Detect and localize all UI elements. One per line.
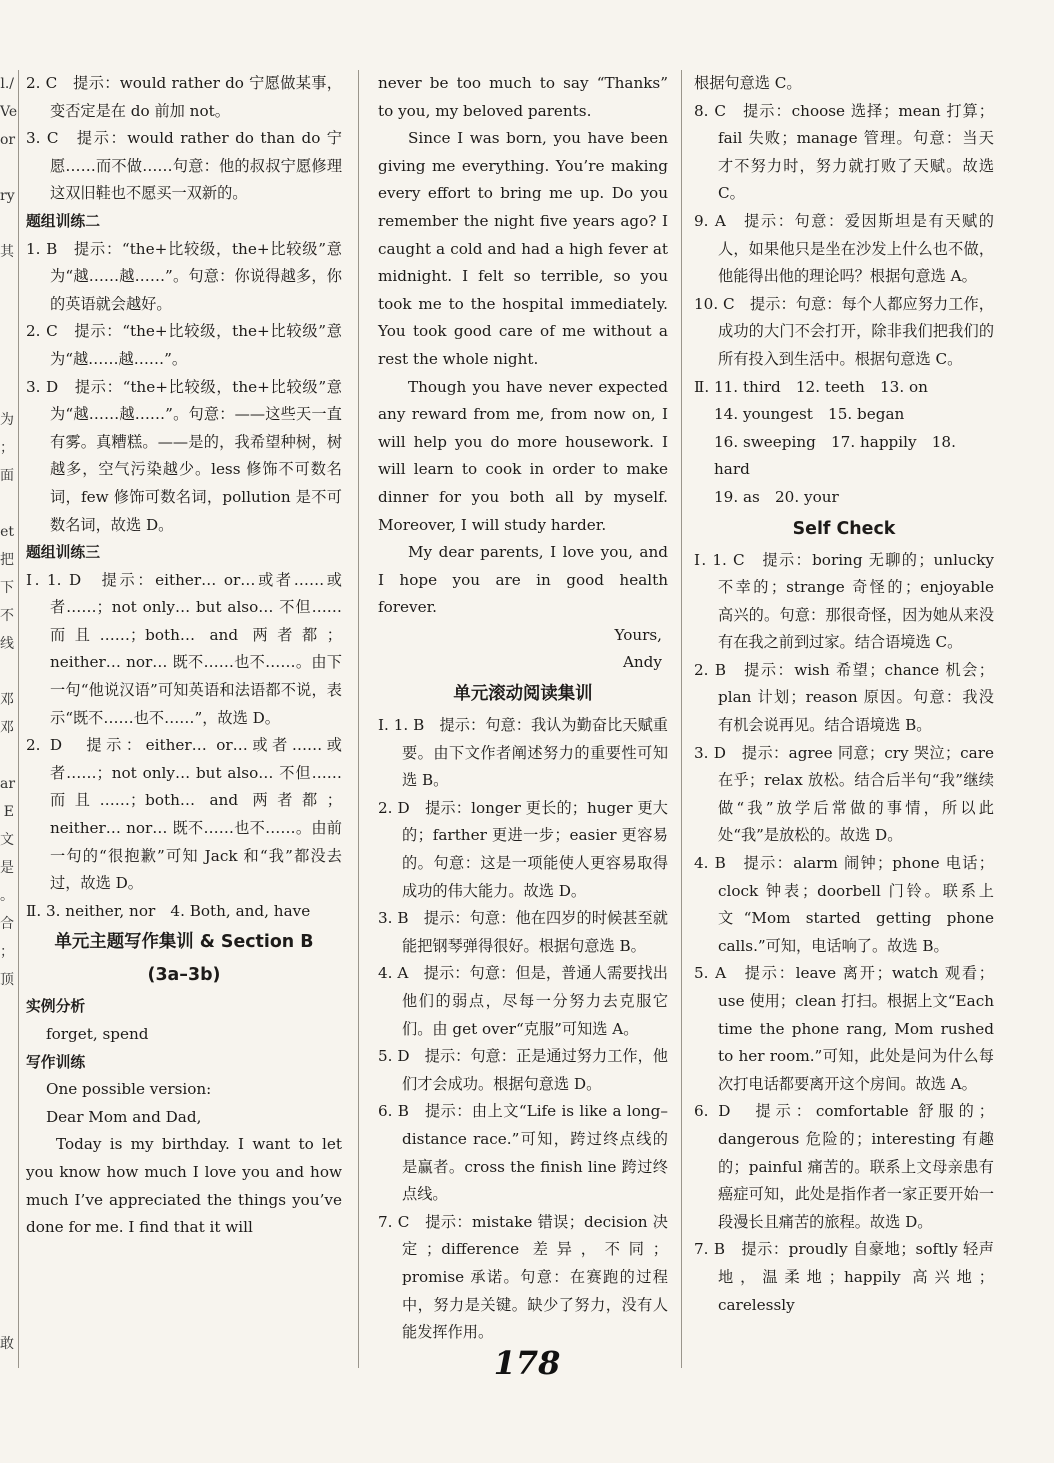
answer-item: 6. D 提示：comfortable 舒服的；dangerous 危险的；interesting 有趣的；painful 痛苦的。联系上文母亲患有癌症可知，此处是指作者一家正要开始一段漫长且痛苦的旅程。故选 D。	[694, 1102, 994, 1231]
edge-fragment: 。	[0, 888, 14, 904]
edge-fragment: 其	[0, 244, 14, 260]
answer-item: 8. C 提示：choose 选择；mean 打算；fail 失败；manage 管理。句意：当天才不努力时，努力就打败了天赋。故选 C。	[694, 101, 994, 203]
answer-item: Ⅰ. 1. B 提示：句意：我认为勤奋比天赋重要。由下文作者阐述努力的重要性可知选 B。	[378, 716, 668, 790]
column-3	[694, 70, 994, 1319]
edge-fragment: ry	[0, 188, 15, 204]
answer-item: 3. D 提示：“the+比较级，the+比较级”意为“越……越……”。句意：——这些天一直有雾。真糟糕。——是的，我希望种树，树越多，空气污染越少。less 修饰不可数名词，few 修饰可数名词，pollution 是不可数名词，故选 D。	[26, 377, 342, 534]
answer-item: 3. D 提示：agree 同意；cry 哭泣；care 在乎；relax 放松。结合后半句“我”继续做“我”放学后常做的事情，所以此处“我”是放松的。故选 D。	[694, 743, 994, 845]
answer-item: 1. B 提示：“the+比较级，the+比较级”意为“越……越……”。句意：你说得越多，你的英语就会越好。	[26, 239, 342, 313]
column-2	[378, 70, 668, 1347]
answer-item: 7. C 提示：mistake 错误；decision 决定；difference 差异，不同；promise 承诺。句意：在赛跑的过程中，努力是关键。缺少了努力，没有人能发挥作用。	[378, 1212, 668, 1342]
answer-item: 9. A 提示：句意：爱因斯坦是有天赋的人，如果他只是坐在沙发上什么也不做，他能得出他的理论吗？根据句意选 A。	[694, 211, 994, 286]
edge-fragment: 线	[0, 636, 14, 652]
edge-fragment	[0, 1078, 14, 1106]
edge-fragment: 不	[0, 608, 14, 624]
section-heading: 题组训练三	[26, 544, 100, 562]
edge-fragment	[0, 1190, 14, 1218]
column-divider	[358, 70, 359, 1368]
answer-item: Ⅰ. 1. C 提示：boring 无聊的；unlucky 不幸的；strange 奇怪的；enjoyable 高兴的。句意：那很奇怪，因为她从来没有在我之前到过家。结合语境选 C。	[694, 550, 994, 652]
edge-fragment: ar	[0, 776, 16, 792]
letter-paragraph: Since I was born, you have been giving me everything. You’re making every effort to bring me up. Do you remember the night five years ago? I caught a cold and had a high fever at midnight. I felt so terrible, so you took me to the hospital immediately. You took good care of me without a rest the whole night.	[378, 129, 668, 368]
answer-item: 2. C 提示：would rather do 宁愿做某事，变否定是在 do 前加 not。	[26, 74, 342, 120]
edge-fragment: 邓	[0, 692, 14, 708]
text-line: 根据句意选 C。	[694, 74, 802, 92]
answer-item: 5. D 提示：句意：正是通过努力工作，他们才会成功。根据句意选 D。	[378, 1047, 668, 1093]
unit-heading: 单元滚动阅读集训	[453, 684, 593, 705]
answer-item: 3. B 提示：句意：他在四岁的时候甚至就能把钢琴弹得很好。根据句意选 B。	[378, 909, 668, 955]
edge-fragment: 文	[0, 832, 14, 848]
answer-item: 3. C 提示：would rather do than do 宁愿……而不做……句意：他的叔叔宁愿修理这双旧鞋也不愿买一双新的。	[26, 129, 342, 203]
edge-fragment	[0, 322, 14, 350]
edge-fragment	[0, 1022, 14, 1050]
edge-fragment: 下	[0, 580, 14, 596]
unit-heading: Self Check	[792, 518, 896, 539]
answer-item: Ⅰ. 1. D 提示：either… or…或者……或者……；not only… but also… 不但……而且……；both… and 两者都；neither… nor… 既不……也不……。由下一句“他说汉语”可知英语和法语都不说，表示“既不……也不……”，故选 D。	[26, 570, 342, 727]
text-line: Ⅱ. 3. neither, nor 4. Both, and, have	[26, 901, 311, 920]
letter-paragraph: My dear parents, I love you, and I hope you are in good health forever.	[378, 543, 668, 617]
edge-fragment: et	[0, 524, 14, 540]
unit-heading: (3a–3b)	[147, 965, 221, 986]
edge-fragment: 是	[0, 860, 14, 876]
page-number: 178	[493, 1344, 561, 1382]
edge-fragment	[0, 378, 14, 406]
text-line: 14. youngest 15. began	[714, 405, 905, 424]
answer-item: 2. D 提示：either… or…或者……或者……；not only… but also… 不但……而且……；both… and 两者都；neither… nor… 既不……也不……。由前一句的“很抱歉”可知 Jack 和“我”都没去过，故选 D。	[26, 736, 342, 893]
edge-fragment: 为	[0, 412, 14, 428]
answer-item: 6. B 提示：由上文“Life is like a long–distance race.”可知，跨过终点线的是赢者。cross the finish line 跨过终点线。	[378, 1102, 668, 1204]
edge-fragment	[0, 742, 14, 770]
text-line: 16. sweeping 17. happily 18. hard	[714, 432, 956, 479]
edge-fragment	[0, 266, 14, 294]
letter-paragraph: Today is my birthday. I want to let you know how much I love you and how much I’ve appreciated the things you’ve done for me. I find that it will	[26, 1135, 342, 1237]
letter-signoff: Yours,	[614, 625, 662, 644]
section-heading: 题组训练二	[26, 212, 100, 230]
edge-fragment	[0, 1246, 14, 1274]
edge-fragment: l./	[0, 76, 14, 92]
answer-item: 5. A 提示：leave 离开；watch 观看；use 使用；clean 打扫。根据上文“Each time the phone rang, Mom rushed to her room.”可知，此处是问为什么每次打电话都要离开这个房间。故选 A。	[694, 964, 994, 1093]
edge-fragment	[0, 1218, 14, 1246]
text-line: One possible version:	[46, 1080, 212, 1099]
edge-fragment	[0, 1274, 14, 1302]
edge-fragment	[0, 1134, 14, 1162]
edge-fragment	[0, 154, 14, 182]
edge-fragment	[0, 1162, 14, 1190]
unit-heading: 单元主题写作集训 & Section B	[54, 932, 314, 953]
edge-fragment	[0, 658, 14, 686]
answer-item: 2. D 提示：longer 更长的；huger 更大的；farther 更进一步；easier 更容易的。句意：这是一项能使人更容易取得成功的伟大能力。故选 D。	[378, 798, 668, 900]
column-divider	[681, 70, 682, 1368]
edge-fragment	[0, 994, 14, 1022]
letter-signoff: Andy	[622, 653, 662, 672]
edge-fragment	[0, 1106, 14, 1134]
edge-fragment: 把	[0, 552, 14, 568]
edge-fragment	[0, 1050, 14, 1078]
answer-item: 2. C 提示：“the+比较级，the+比较级”意为“越……越……”。	[26, 322, 342, 368]
edge-fragment: ；	[0, 440, 14, 456]
edge-fragment: ；	[0, 944, 14, 960]
edge-fragment	[0, 350, 14, 378]
edge-fragment: 敢	[0, 1336, 14, 1352]
column-divider	[18, 70, 19, 1368]
answer-item: 4. B 提示：alarm 闹钟；phone 电话；clock 钟表；doorbell 门铃。联系上文“Mom started getting phone calls.”可知，电话响了。故选 B。	[694, 854, 994, 955]
text-line: Ⅱ. 11. third 12. teeth 13. on	[694, 377, 928, 396]
edge-fragment: 邓	[0, 720, 14, 736]
section-heading: 实例分析	[26, 998, 86, 1016]
edge-fragment: or	[0, 132, 16, 148]
left-edge-fragments	[0, 70, 18, 1358]
edge-fragment	[0, 490, 14, 518]
text-line: never be too much to say “Thanks” to you, my beloved parents.	[378, 74, 668, 120]
edge-fragment: 合	[0, 916, 14, 932]
edge-fragment: 顶	[0, 972, 14, 988]
text-line: Dear Mom and Dad,	[46, 1107, 202, 1126]
edge-fragment	[0, 294, 14, 322]
answer-item: 2. B 提示：wish 希望；chance 机会；plan 计划；reason 原因。句意：我没有机会说再见。结合语境选 B。	[694, 660, 994, 735]
text-line: forget, spend	[46, 1025, 149, 1043]
answer-item: 10. C 提示：句意：每个人都应努力工作，成功的大门不会打开，除非我们把我们的所有投入到生活中。根据句意选 C。	[694, 294, 994, 368]
column-1	[26, 70, 342, 1242]
text-line: 19. as 20. your	[714, 487, 839, 506]
section-heading: 写作训练	[26, 1053, 86, 1071]
edge-fragment	[0, 1302, 14, 1330]
answer-item: 4. A 提示：句意：但是，普通人需要找出他们的弱点，尽每一分努力去克服它们。由 get over“克服”可知选 A。	[378, 964, 668, 1038]
edge-fragment: E	[3, 804, 14, 820]
letter-paragraph: Though you have never expected any reward from me, from now on, I will help you do more housework. I will learn to cook in order to make dinner for you both all by myself. Moreover, I will study harder.	[378, 377, 668, 534]
edge-fragment: Ve	[0, 104, 18, 120]
edge-fragment: 面	[0, 468, 14, 484]
edge-fragment	[0, 210, 14, 238]
answer-item: 7. B 提示：proudly 自豪地；softly 轻声地，温柔地；happily 高兴地；carelessly	[694, 1240, 994, 1314]
